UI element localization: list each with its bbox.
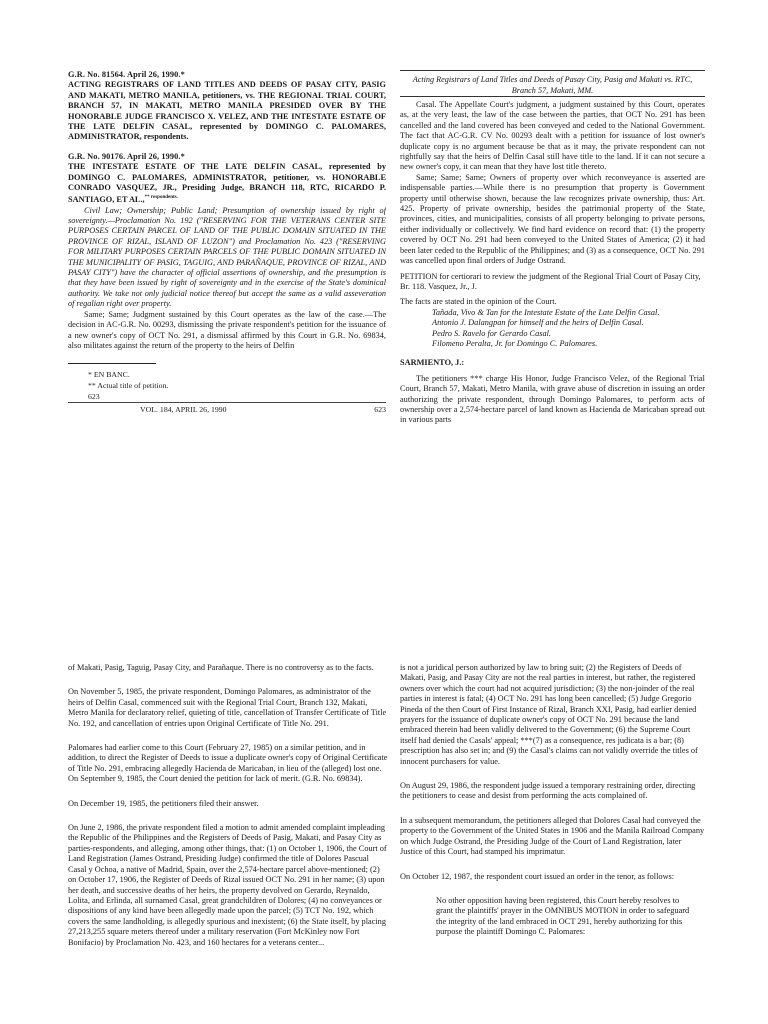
folio-page-number: 623 — [374, 405, 386, 415]
paragraph: Casal. The Appellate Court's judgment, a judgment sustained by this Court, operates as, at the very least, the law of the case between the parties, that OCT No. 291 has been cancelled and the land covered has been conveyed and ceded to the National Government. The fact that AC-G.R. CV No. 00293 dealt with a petition for issuance of lost owner's duplicate copy is no argument because be that as it may, the private respondent can not rightfully say that the heirs of Delfin Casal still have title to the land. If it can not secure a new owner's copy, it can mean that they have lost title thereto. — [400, 100, 705, 172]
block-quote: No other opposition having been registered, this Court hereby resolves to grant the plaintiffs' prayer in the OMNIBUS MOTION in order to safeguard the integrity of the land embraced in OCT 291, hereby authorizing for this purpose the plaintiff Domingo C. Palomares: — [436, 895, 690, 937]
counsel-line: Tañada, Vivo & Tan for the Intestate Estate of the Late Delfin Casal. — [432, 307, 660, 317]
case-number: G.R. No. 81564. April 26, 1990.* — [68, 70, 185, 79]
case-title: THE INTESTATE ESTATE OF THE LATE DELFIN CASAL, represented by DOMINGO C. PALOMARES, ADMINISTRATOR, petitioner, vs. HONORABLE CONRADO VASQUEZ, JR., Presiding Judge, BRANCH 118, RTC, RICARDO P. SANTIAGO, ET AL.,$^{** respondents.}$ — [68, 162, 386, 205]
footnote: * EN BANC. — [88, 370, 130, 380]
footnotes — [68, 370, 386, 402]
paragraph: In a subsequent memorandum, the petitioners alleged that Dolores Casal had conveyed the property to the Government of the United States in 1906 and the Manila Railroad Company on which Judge Ostrand, the Presiding Judge of the Court of Land Registration, later Justice of this Court, had stamped his imprimatur. — [400, 815, 705, 857]
syllabus-paragraph: Same; Same; Judgment sustained by this Court operates as the law of the case.—The decision in AC-G.R. No. 00293, dismissing the private respondent's petition for the issuance of a new owner's copy of OCT No. 291, a dismissal affirmed by this Court in G.R. No. 69834, also militates against the return of the property to the heirs of Delfin — [68, 309, 386, 350]
paragraph: The petitioners *** charge His Honor, Judge Francisco Velez, of the Regional Trial Court, Branch 57, Makati, Metro Manila, with grave abuse of discretion in issuing an order authorizing the private respondent, through Domingo Palomares, to perform acts of ownership over a 2,574-hectare parcel of land known as Hacienda de Maricaban spread out in various parts — [400, 373, 705, 425]
page-bottom — [0, 655, 768, 1024]
right-column — [400, 663, 705, 1024]
paragraph: is not a juridical person authorized by law to bring suit; (2) the Registers of Deeds of Makati, Pasig, and Pasay City are not the real parties in interest, but rather, the registered owners over which the court had not acquired jurisdiction; (3) the non-joinder of the real parties in interest is fatal; (4) OCT No. 291 has long been cancelled; (5) Judge Gregorio Pineda of the then Court of First Instance of Rizal, Branch XXI, Pasig, had earlier denied prayers for the issuance of duplicate owner's copy of OCT No. 291 because the land embraced therein had been validly delivered to the Government; (6) the Supreme Court itself had denied the Casals' appeal; ***(7) as a consequence, res judicata is a bar; (8) prescription has also set in; and (9) the Casal's claims can not validly override the titles of innocent purchasers for value. — [400, 663, 698, 766]
header-rule — [400, 70, 705, 71]
footnote: ** Actual title of petition. — [88, 380, 169, 390]
paragraph: On June 2, 1986, the private respondent filed a motion to admit amended complaint impleading the Republic of the Philippines and the Registers of Deeds of Pasig, Makati, and Pasay City as parties-respondents, and alleging, among other things, that: (1) on October 1, 1906, the Court of Land Registration (James Ostrand, Presiding Judge) confirmed the title of Dolores Pascual Casal y Ochoa, a native of Madrid, Spain, over the 2,574-hectare parcel above-mentioned; (2) on October 17, 1906, the Register of Deeds of Rizal issued OCT No. 291 in her name; (3) upon her death, and successive deaths of her heirs, the property devolved on Gerardo, Reynaldo, Lolita, and Erlinda, all surnamed Casal, great grandchildren of Dolores; (4) no conveyances or dispositions of any kind have been allegedly made upon the parcel; (5) TCT No. 192, which covers the same landholding, is allegedly spurious and inexistent; (6) the State itself, by placing 27,213,255 square meters thereof under a military reservation (Fort McKinley now Fort Bonifacio) by Proclamation No. 423, and 160 hectares for a veterans center... — [68, 823, 387, 947]
ponente: SARMIENTO, J.: — [400, 358, 465, 368]
footnote: 623 — [88, 391, 100, 401]
case-title: ACTING REGISTRARS OF LAND TITLES AND DEEDS OF PASAY CITY, PASIG AND MAKATI, METRO MANILA, petitioners, vs. THE REGIONAL TRIAL COURT, BRANCH 57, IN MAKATI, METRO MANILA PRESIDED OVER BY THE HONORABLE JUDGE FRANCISCO X. VELEZ, AND THE INTESTATE ESTATE OF THE LATE DELFIN CASAL, represented by DOMINGO C. PALOMARES, ADMINISTRATOR, respondents. — [68, 80, 386, 142]
paragraph: Palomares had earlier come to this Court (February 27, 1985) on a similar petition, and in addition, to direct the Register of Deeds to issue a duplicate owner's copy of Original Certificate of Title No. 291, embracing allegedly Hacienda de Maricaban, in lieu of the (alleged) lost one. On September 9, 1985, the Court denied the petition for lack of merit. (G.R. No. 69834). — [68, 743, 388, 784]
page-top — [0, 0, 768, 500]
left-column — [68, 70, 386, 500]
paragraph: On December 19, 1985, the petitioners filed their answer. — [68, 798, 259, 808]
paragraph: On November 5, 1985, the private respondent, Domingo Palomares, as administrator of the heirs of Delfin Casal, commenced suit with the Regional Trial Court, Branch 132, Makati, Metro Manila for declaratory relief, quieting of title, cancellation of Transfer Certificate of Title No. 192, and cancellation of entries upon Original Certificate of Title No. 291. — [68, 687, 387, 728]
syllabus-paragraph: Civil Law; Ownership; Public Land; Presumption of ownership issued by right of sovereignty.—Proclamation No. 192 ("RESERVING FOR THE VETERANS CENTER SITE PURPOSES CERTAIN PARCEL OF LAND OF THE PUBLIC DOMAIN SITUATED IN THE PROVINCE OF RIZAL, ISLAND OF LUZON") and Proclamation No. 423 ("RESERVING FOR MILITARY PURPOSES CERTAIN PARCELS OF THE PUBLIC DOMAIN SITUATED IN THE MUNICIPALITY OF PASIG, TAGUIG, AND PARAÑAQUE, PROVINCE OF RIZAL, AND PASAY CITY") have the character of official assertions of ownership, and the presumption is that they have been issued by right of sovereignty and in the exercise of the State's dominical authority. We take not only judicial notice thereof but accept the same as a valid asseveration of regalian right over property. — [68, 205, 386, 309]
paragraph: of Makati, Pasig, Taguig, Pasay City, and Parañaque. There is no controversy as to the facts. — [68, 663, 374, 672]
right-column — [400, 70, 705, 500]
petition-line: PETITION for certiorari to review the judgment of the Regional Trial Court of Pasay City, Br. 118. Vasquez, Jr., J. — [400, 271, 701, 291]
footnote-rule — [68, 363, 156, 364]
paragraph: On October 12, 1987, the respondent court issued an order in the tenor, as follows: — [400, 871, 675, 881]
left-column — [68, 663, 388, 1024]
header-rule — [400, 96, 705, 97]
paragraph: On August 29, 1986, the respondent judge issued a temporary restraining order, directing the petitioners to cease and desist from performing the acts complained of. — [400, 781, 696, 801]
folio-volume: VOL. 184, APRIL 26, 1990 — [140, 405, 227, 415]
counsel-line: Filomeno Peralta, Jr. for Domingo C. Palomares. — [432, 338, 598, 348]
running-header: Acting Registrars of Land Titles and Deeds of Pasay City, Pasig and Makati vs. RTC, Branch 57, Makati, MM. — [412, 75, 693, 95]
facts-line: The facts are stated in the opinion of the Court. — [400, 297, 557, 307]
counsel-line: Pedro S. Ravelo for Gerardo Casal. — [432, 328, 551, 338]
counsel-line: Antonio J. Dalangpan for himself and the heirs of Delfin Casal. — [432, 318, 644, 328]
syllabus-paragraph: Same; Same; Same; Owners of property over which reconveyance is asserted are indispensable parties.—While there is no presumption that property is Government property until otherwise shown, because the law recognizes private ownership, thus: Art. 425. Property of private ownership, besides the patrimonial property of the State, provinces, cities, and municipalities, consists of all property belonging to private persons, either individually or collectively. We find hard evidence on record that: (1) the property covered by OCT No. 291 had been conveyed to the United States of America; (2) it had been later ceded to the Republic of the Philippines; and (3) as a consequence, OCT No. 291 was cancelled upon final orders of Judge Ostrand. — [400, 172, 705, 266]
page-folio — [68, 402, 386, 415]
case-number: G.R. No. 90176. April 26, 1990.* — [68, 151, 185, 161]
